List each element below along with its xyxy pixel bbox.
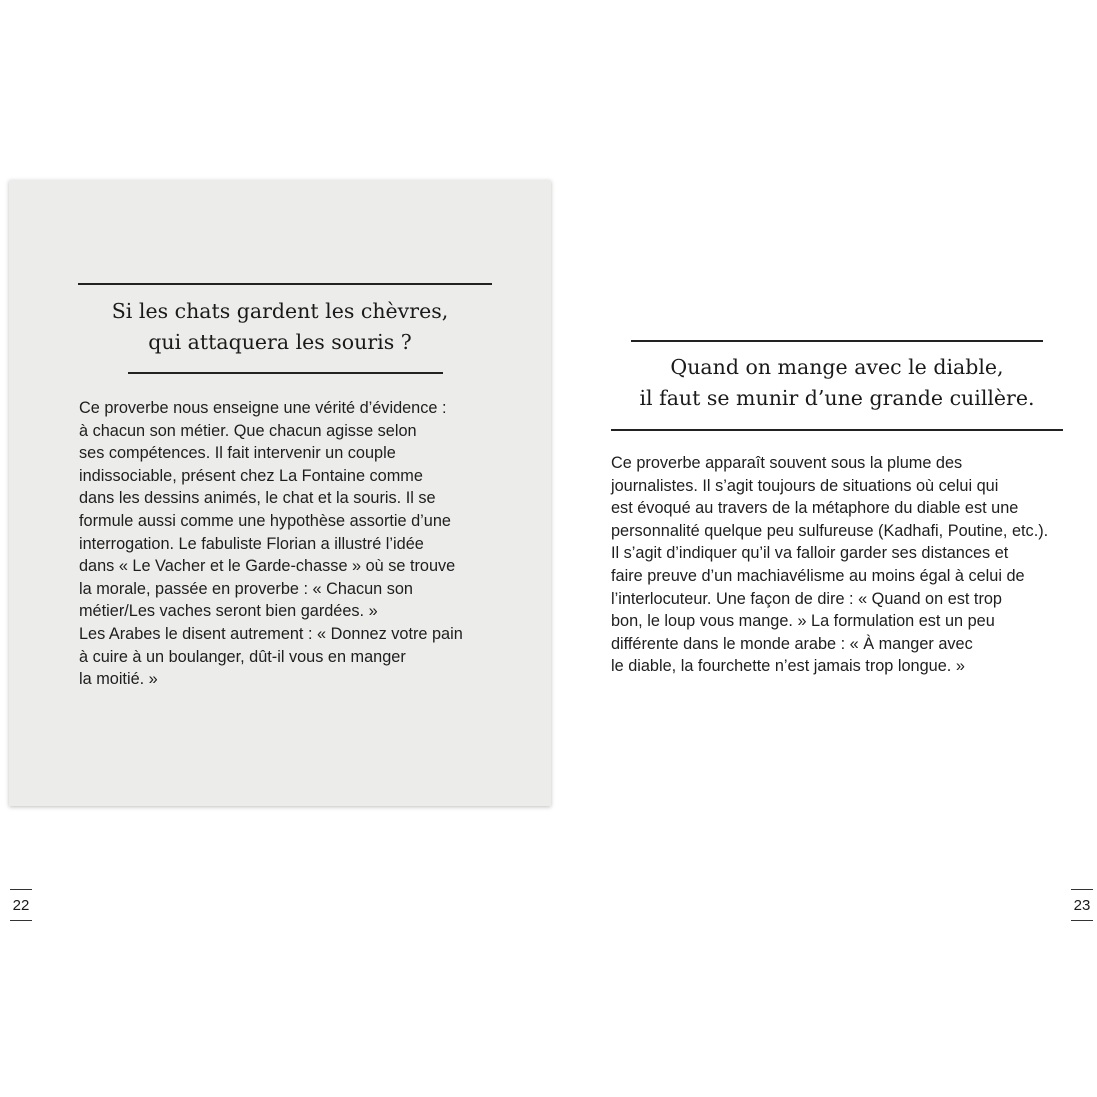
text-line: dans les dessins animés, le chat et la souris. Il se bbox=[79, 489, 436, 508]
left-title bbox=[9, 296, 551, 358]
left-body-text bbox=[79, 397, 463, 691]
text-line: la moitié. » bbox=[79, 670, 158, 689]
text-line: dans « Le Vacher et le Garde-chasse » où se trouve bbox=[79, 557, 456, 576]
text-line: est évoqué au travers de la métaphore du diable est une bbox=[611, 499, 1019, 518]
right-title-line: il faut se munir d’une grande cuillère. bbox=[639, 386, 1035, 410]
text-line: le diable, la fourchette n’est jamais trop longue. » bbox=[611, 657, 965, 676]
text-line: Ce proverbe nous enseigne une vérité d’évidence : bbox=[79, 399, 447, 417]
text-line: bon, le loup vous mange. » La formulation est un peu bbox=[611, 612, 995, 631]
text-line: Les Arabes le disent autrement : « Donnez votre pain bbox=[79, 624, 463, 643]
left-title-line: Si les chats gardent les chèvres, bbox=[111, 299, 449, 323]
text-line: la morale, passée en proverbe : « Chacun son bbox=[79, 579, 413, 598]
left-title-rule-top bbox=[78, 283, 492, 285]
left-title-line: qui attaquera les souris ? bbox=[148, 330, 412, 354]
page-number-right: 23 bbox=[1071, 889, 1093, 921]
text-line: personnalité quelque peu sulfureuse (Kadhafi, Poutine, etc.). bbox=[611, 521, 1049, 540]
text-line: Ce proverbe apparaît souvent sous la plume des bbox=[611, 454, 963, 472]
text-line: interrogation. Le fabuliste Florian a illustré l’idée bbox=[79, 534, 424, 553]
text-line: journalistes. Il s’agit toujours de situations où celui qui bbox=[611, 476, 999, 495]
page-number-left: 22 bbox=[10, 889, 32, 921]
right-title-rule-top bbox=[631, 340, 1043, 342]
text-line: indissociable, présent chez La Fontaine comme bbox=[79, 466, 423, 485]
text-line: ses compétences. Il fait intervenir un couple bbox=[79, 444, 396, 463]
text-line: à cuire à un boulanger, dût-il vous en manger bbox=[79, 647, 406, 666]
right-body-text bbox=[611, 452, 1048, 678]
text-line: différente dans le monde arabe : « À manger avec bbox=[611, 634, 973, 653]
text-line: à chacun son métier. Que chacun agisse selon bbox=[79, 421, 417, 440]
text-line: formule aussi comme une hypothèse assortie d’une bbox=[79, 511, 451, 530]
text-line: l’interlocuteur. Une façon de dire : « Quand on est trop bbox=[611, 589, 1002, 608]
text-line: Il s’agit d’indiquer qu’il va falloir garder ses distances et bbox=[611, 544, 1009, 563]
right-title bbox=[587, 352, 1087, 414]
right-title-line: Quand on mange avec le diable, bbox=[670, 355, 1004, 379]
text-line: métier/Les vaches seront bien gardées. » bbox=[79, 602, 378, 621]
right-title-rule-bottom bbox=[611, 429, 1063, 431]
text-line: faire preuve d’un machiavélisme au moins égal à celui de bbox=[611, 566, 1025, 585]
left-title-rule-bottom bbox=[128, 372, 443, 374]
